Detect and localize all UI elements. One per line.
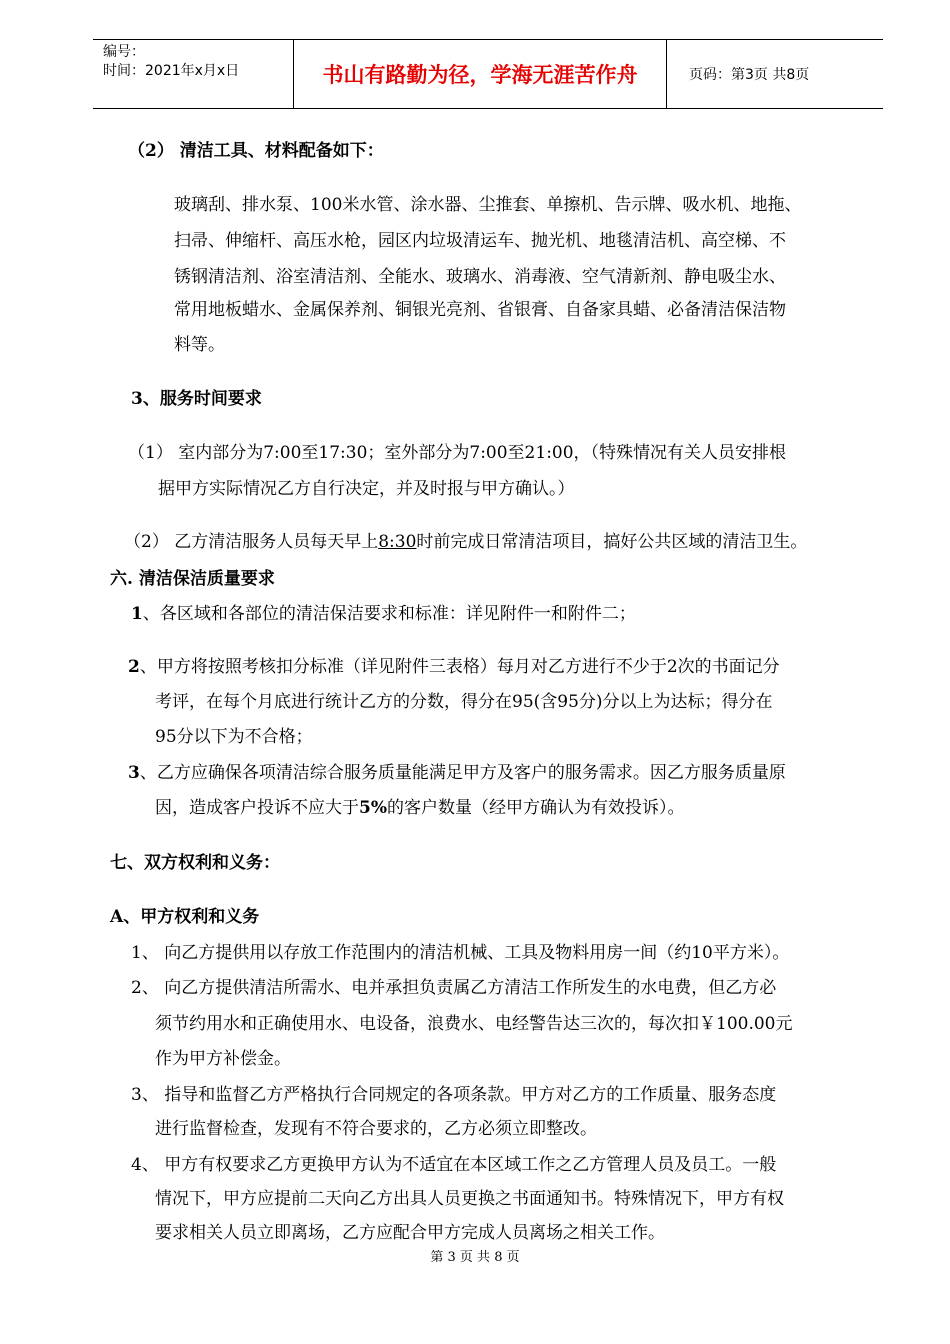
section-quality-heading: 六. 清洁保洁质量要求	[110, 569, 275, 589]
tools-line-5: 料等。	[174, 335, 225, 355]
party-a-item-4-line-2: 情况下，甲方应提前二天向乙方出具人员更换之书面通知书。特殊情况下，甲方有权	[155, 1189, 784, 1209]
service-time-item-2-post: 时前完成日常清洁项目，搞好公共区域的清洁卫生。	[416, 532, 808, 552]
service-time-item-1-line-2: 据甲方实际情况乙方自行决定，并及时报与甲方确认。）	[158, 479, 575, 499]
page-info-text: 页码：第3页 共8页	[689, 67, 810, 83]
party-a-item-2-line-2: 须节约用水和正确使用水、电设备，浪费水、电经警告达三次的，每次扣￥100.00元	[155, 1014, 793, 1034]
document-header	[93, 39, 883, 109]
quality-item-3-number: 3	[128, 763, 140, 783]
quality-item-1-text: 、各区域和各部位的清洁保洁要求和标准：详见附件一和附件二；	[142, 604, 636, 624]
quality-item-3-text-1: 、乙方应确保各项清洁综合服务质量能满足甲方及客户的服务需求。因乙方服务质量原	[139, 763, 786, 783]
document-time-label: 时间：2021年x月x日	[103, 63, 240, 79]
tools-line-1: 玻璃刮、排水泵、100米水管、涂水器、尘推套、单擦机、告示牌、吸水机、地拖、	[174, 195, 802, 215]
quality-item-3-line-1	[128, 762, 786, 784]
quality-item-3-text-2: 因，造成客户投诉不应大于	[155, 798, 359, 818]
party-a-item-3-line-2: 进行监督检查，发现有不符合要求的，乙方必须立即整改。	[155, 1119, 597, 1139]
tools-line-4: 常用地板蜡水、金属保养剂、铜银光亮剂、省银膏、自备家具蜡、必备清洁保洁物	[174, 300, 786, 320]
service-time-item-2	[124, 531, 807, 553]
quality-item-3-tail: 的客户数量（经甲方确认为有效投诉）。	[386, 798, 685, 818]
tools-line-3: 锈钢清洁剂、浴室清洁剂、全能水、玻璃水、消毒液、空气清新剂、静电吸尘水、	[174, 267, 786, 287]
section-tools-heading: （2） 清洁工具、材料配备如下：	[128, 141, 384, 161]
party-a-item-4-line-1: 4、 甲方有权要求乙方更换甲方认为不适宜在本区域工作之乙方管理人员及员工。一般	[131, 1155, 777, 1175]
quality-item-2-line-3: 95分以下为不合格；	[155, 727, 313, 747]
party-a-item-1: 1、 向乙方提供用以存放工作范围内的清洁机械、工具及物料用房一间（约10平方米）。	[131, 943, 790, 963]
quality-item-2-line-2: 考评，在每个月底进行统计乙方的分数，得分在95(含95分)分以上为达标；得分在	[155, 692, 773, 712]
tools-line-2: 扫帚、伸缩杆、高压水枪，园区内垃圾清运车、抛光机、地毯清洁机、高空梯、不	[174, 231, 786, 251]
quality-item-1	[131, 603, 636, 625]
section-rights-heading: 七、双方权利和义务：	[110, 853, 280, 873]
complaint-rate: 5%	[359, 798, 387, 818]
quality-item-2-line-1	[128, 656, 780, 678]
header-motto: 书山有路勤为径，学海无涯苦作舟	[294, 40, 667, 108]
quality-item-2-text-1: 、甲方将按照考核扣分标准（详见附件三表格）每月对乙方进行不少于2次的书面记分	[139, 657, 780, 677]
party-a-item-2-line-1: 2、 向乙方提供清洁所需水、电并承担负责属乙方清洁工作所发生的水电费，但乙方必	[131, 978, 777, 998]
quality-item-2-number: 2	[128, 657, 140, 677]
quality-item-1-number: 1	[131, 604, 143, 624]
section-service-time-heading: 3、服务时间要求	[131, 389, 262, 409]
page-footer: 第 3 页 共 8 页	[430, 1250, 520, 1265]
party-a-heading: A、甲方权利和义务	[110, 907, 260, 927]
service-time-item-2-pre: （2） 乙方清洁服务人员每天早上	[124, 532, 379, 552]
header-page-info	[677, 40, 883, 108]
document-number-label: 编号：	[103, 44, 145, 60]
party-a-item-3-line-1: 3、 指导和监督乙方严格执行合同规定的各项条款。甲方对乙方的工作质量、服务态度	[131, 1085, 777, 1105]
quality-item-3-line-2	[155, 797, 684, 819]
service-time-deadline: 8:30	[378, 532, 417, 552]
party-a-item-2-line-3: 作为甲方补偿金。	[155, 1049, 291, 1069]
service-time-item-1-line-1: （1） 室内部分为7:00至17:30；室外部分为7:00至21:00，（特殊情况有关人员安排根	[128, 443, 787, 463]
header-meta-cell	[93, 40, 294, 108]
party-a-item-4-line-3: 要求相关人员立即离场，乙方应配合甲方完成人员离场之相关工作。	[155, 1223, 665, 1243]
